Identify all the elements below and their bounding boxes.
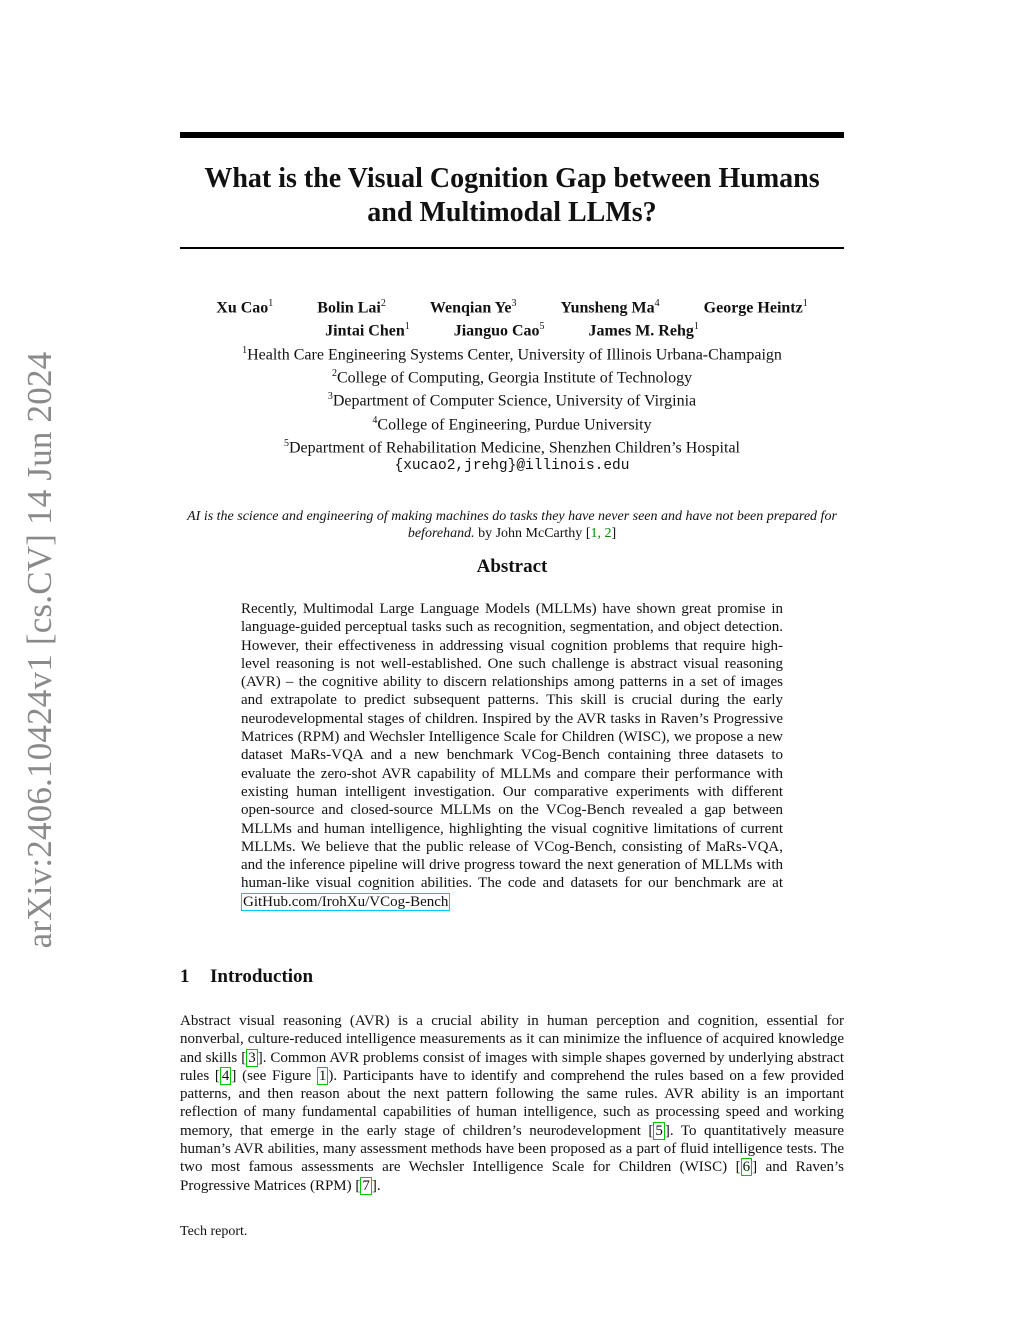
contact-email[interactable]: {xucao2,jrehg}@illinois.edu: [394, 458, 630, 475]
author: Wenqian Ye$^3$: [429, 298, 517, 317]
affiliation: $^1$Health Care Engineering Systems Center, University of Illinois Urbana-Champaign: [242, 344, 782, 363]
author: Bolin Lai$^2$: [317, 298, 386, 317]
affiliation: $^4$College of Engineering, Purdue University: [372, 414, 652, 433]
author: Xu Cao$^1$: [216, 298, 274, 317]
github-link[interactable]: GitHub.com/IrohXu/VCog-Bench: [243, 893, 449, 910]
affiliation: $^3$Department of Computer Science, University of Virginia: [327, 391, 697, 410]
citation-link[interactable]: 7: [362, 1177, 370, 1194]
affiliation: $^5$Department of Rehabilitation Medicine, Shenzhen Children’s Hospital: [283, 437, 740, 457]
paper-title: [180, 162, 844, 230]
arxiv-identifier-stamp: [0, 351, 80, 949]
abstract-paragraph: [241, 600, 783, 911]
epigraph-quote: AI is the science and engineering of making machines do tasks they have never seen and have not been prepared for beforehand. by John McCarthy [1, 2]: [187, 509, 837, 541]
author-row-2: [180, 317, 844, 340]
quote-citation-link[interactable]: 1, 2: [590, 526, 612, 541]
title-rule-bottom: [180, 247, 844, 249]
abstract-heading: Abstract: [476, 556, 548, 577]
abstract-text: Recently, Multimodal Large Language Models (MLLMs) have shown great promise in language-guided perceptual tasks such as recognition, segmentation, and object detection. However, their effectiveness in addressing visual cognition problems that require high-level reasoning is not well-established. One such challenge is abstract visual reasoning (AVR) – the cognitive ability to discern relationships among patterns in a set of images and extrapolate to predict subsequent patterns. This skill is crucial during the early neurodevelopmental stages of children. Inspired by the AVR tasks in Raven’s Progressive Matrices (RPM) and Wechsler Intelligence Scale for Children (WISC), we propose a new dataset MaRs-VQA and a new benchmark VCog-Bench containing three datasets to evaluate the zero-shot AVR capability of MLLMs and compare their performance with existing human intelligent investigation. Our comparative experiments with different open-source and closed-source MLLMs on the VCog-Bench revealed a gap between MLLMs and human intelligence, highlighting the visual cognitive limitations of current MLLMs. We believe that the public release of VCog-Bench, consisting of MaRs-VQA, and the inference pipeline will drive progress toward the next generation of MLLMs with human-like visual cognition abilities. The code and datasets for our benchmark are at: [241, 601, 783, 892]
author: James M. Rehg$^1$: [588, 321, 699, 340]
affiliation: $^2$College of Computing, Georgia Institute of Technology: [331, 367, 693, 387]
section-heading-introduction: [180, 966, 844, 988]
figure-link[interactable]: 1: [318, 1067, 327, 1084]
title-line-2: and Multimodal LLMs?: [367, 197, 657, 228]
arxiv-identifier-text: arXiv:2406.10424v1 [cs.CV] 14 Jun 2024: [20, 351, 59, 949]
footnote-tech-report: Tech report.: [180, 1224, 248, 1239]
quote-attribution: by John McCarthy: [478, 526, 583, 541]
author: Yunsheng Ma$^4$: [560, 298, 660, 317]
quote-text: AI is the science and engineering of making machines do tasks they have never seen and have not been prepared for beforehand.: [187, 509, 837, 541]
section-number: 1: [180, 966, 190, 987]
author: George Heintz$^1$: [703, 298, 808, 317]
citation-link[interactable]: 5: [655, 1122, 663, 1139]
citation-link[interactable]: 3: [248, 1049, 256, 1066]
author: Jianguo Cao$^5$: [453, 321, 545, 340]
citation-link[interactable]: 4: [221, 1067, 230, 1084]
author-row-1: [180, 294, 844, 317]
citation-link[interactable]: 6: [742, 1159, 751, 1176]
author: Jintai Chen$^1$: [325, 321, 410, 340]
author-block: [180, 294, 844, 476]
title-rule-top: [180, 132, 844, 138]
section-title: Introduction: [210, 966, 314, 987]
introduction-paragraph: Abstract visual reasoning (AVR) is a crucial ability in human perception and cognition, essential for nonverbal, culture-reduced intelligence measurements as it can minimize the influence of acquired knowledge and skills [ 3 ]. Common AVR problems consist of images with simple shapes governed by underlying abstract rules [ 4 ] (see Figure 1 ). Participants have to identify and comprehend the rules based on a few provided patterns, and then reason about the next pattern following the same rules. AVR ability is an important reflection of many fundamental capabilities of human intelligence, such as processing speed and working memory, that emerge in the early stage of children’s neurodevelopment [ 5 ]. To quantitatively measure human’s AVR abilities, many assessment methods have been proposed as a part of fluid intelligence tests. The two most famous assessments are Wechsler Intelligence Scale for Children (WISC) [ 6 ] and Raven’s Progressive Matrices (RPM) [ 7 ].: [180, 1013, 845, 1194]
title-line-1: What is the Visual Cognition Gap between Humans: [204, 163, 820, 194]
